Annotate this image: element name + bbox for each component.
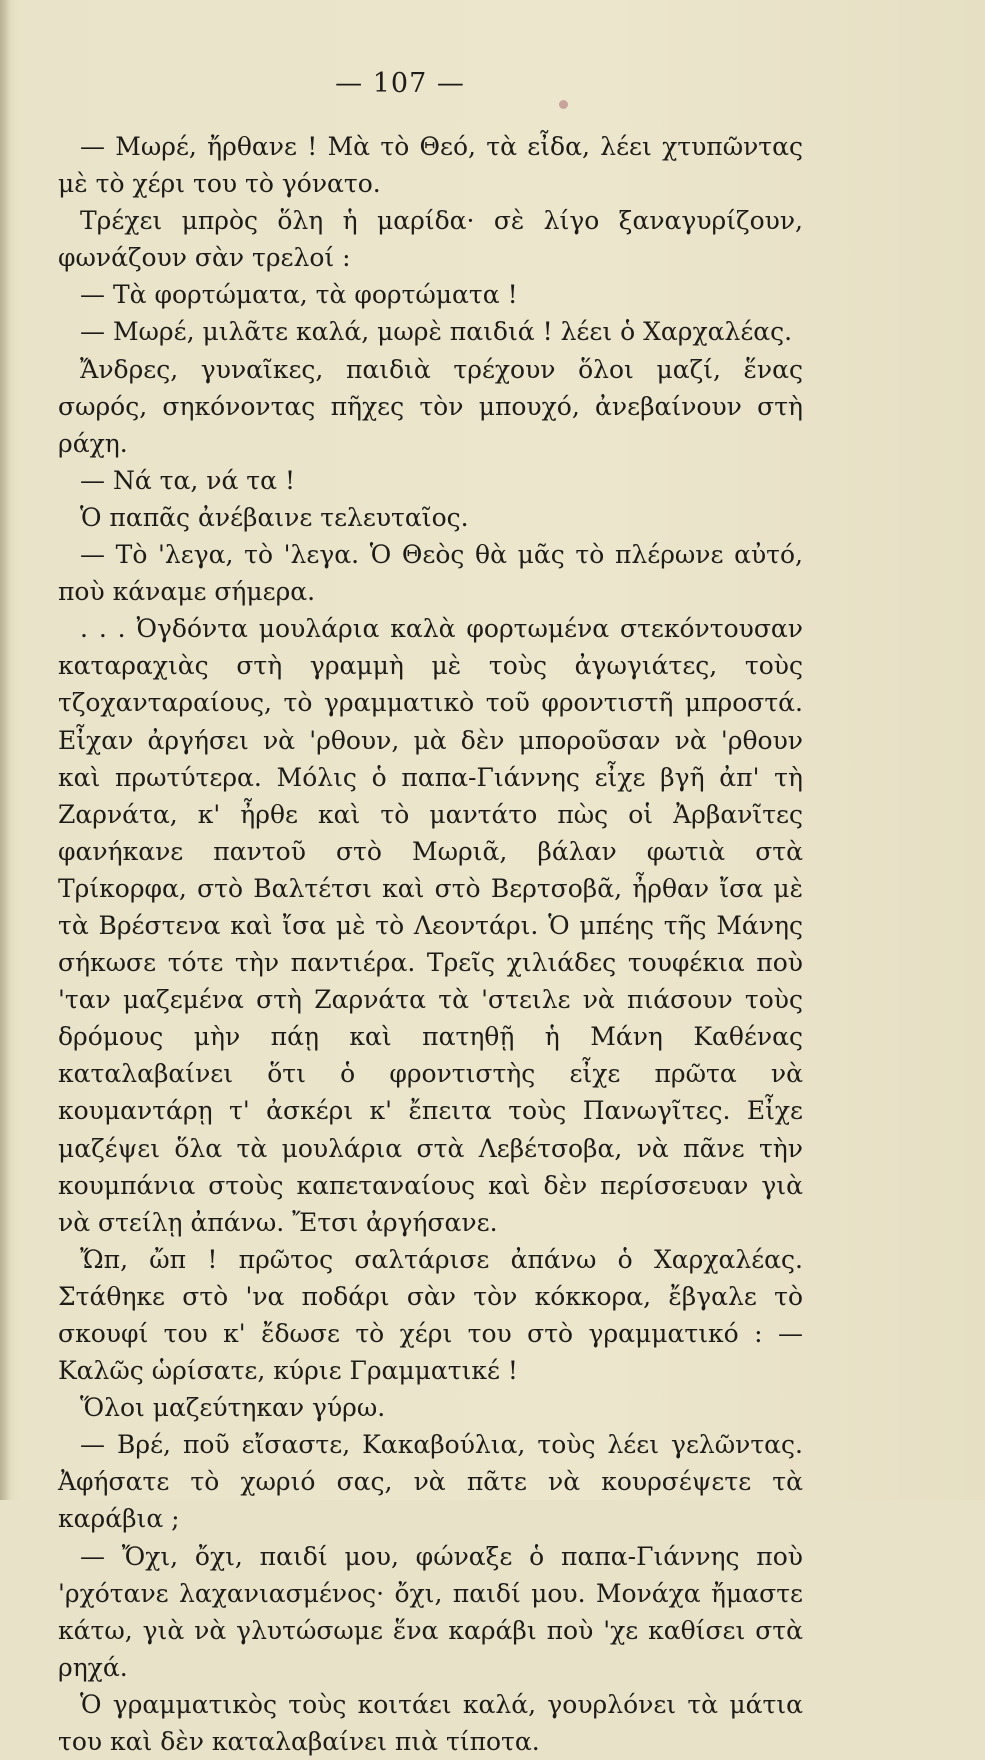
paragraph: Τρέχει μπρὸς ὅλη ἡ μαρίδα· σὲ λίγο ξαναγυρίζουν, φωνάζουν σὰν τρελοί : <box>58 206 803 273</box>
paragraph: Ὁ γραμματικὸς τοὺς κοιτάει καλά, γουρλόνει τὰ μάτια του καὶ δὲν καταλαβαίνει πιὰ τίποτα. <box>58 1689 803 1757</box>
body-text <box>58 128 803 1760</box>
paragraph: — Ὄχι, ὄχι, παιδί μου, φώναξε ὁ παπα-Γιάννης ποὺ 'ρχότανε λαχανιασμένος· ὄχι, παιδί μου. Μονάχα ἤμαστε κάτω, γιὰ νὰ γλυτώσωμε ἕνα καράβι ποὺ 'χε καθίσει στὰ ρηχά. <box>58 1541 803 1682</box>
paragraph: — Τὸ 'λεγα, τὸ 'λεγα. Ὁ Θεὸς θὰ μᾶς τὸ πλέρωνε αὐτό, ποὺ κάναμε σήμερα. <box>58 540 803 607</box>
page-number: — 107 — <box>335 68 465 99</box>
paragraph: Ὤπ, ὤπ ! πρῶτος σαλτάρισε ἀπάνω ὁ Χαρχαλέας. Στάθηκε στὸ 'να ποδάρι σὰν τὸν κόκκορα, ἔβγαλε τὸ σκουφί του κ' ἔδωσε τὸ χέρι του στὸ γραμματικό : — Καλῶς ὡρίσατε, κύριε Γραμματικέ ! <box>58 1244 803 1386</box>
page-edge-shadow <box>0 0 10 1500</box>
paragraph: Ὁ παπᾶς ἀνέβαινε τελευταῖος. <box>80 502 469 532</box>
paragraph: Ὅλοι μαζεύτηκαν γύρω. <box>80 1393 386 1423</box>
paragraph: . . . Ὀγδόντα μουλάρια καλὰ φορτωμένα στεκόντουσαν καταραχιὰς στὴ γραμμὴ μὲ τοὺς ἀγωγιάτες, τοὺς τζοχανταραίους, τὸ γραμματικὸ τοῦ φροντιστῆ μπροστά. Εἶχαν ἀργήσει νὰ 'ρθουν, μὰ δὲν μποροῦσαν νὰ 'ρθουν καὶ πρωτύτερα. Μόλις ὁ παπα-Γιάννης εἶχε βγῆ ἀπ' τὴ Ζαρνάτα, κ' ἦρθε καὶ τὸ μαντάτο πὼς οἱ Ἀρβανῖτες φανήκανε παντοῦ στὸ Μωριᾶ, βάλαν φωτιὰ στὰ Τρίκορφα, στὸ Βαλτέτσι καὶ στὸ Βερτσοβᾶ, ἦρθαν ἴσα μὲ τὰ Βρέστενα καὶ ἴσα μὲ τὸ Λεοντάρι. Ὁ μπέης τῆς Μάνης σήκωσε τότε τὴν παντιέρα. Τρεῖς χιλιάδες τουφέκια ποὺ 'ταν μαζεμένα στὴ Ζαρνάτα τὰ 'στειλε νὰ πιάσουν τοὺς δρόμους μὴν πάῃ καὶ πατηθῇ ἡ Μάνη Καθένας καταλαβαίνει ὅτι ὁ φροντιστὴς εἶχε πρῶτα νὰ κουμαντάρῃ τ' ἀσκέρι κ' ἔπειτα τοὺς Πανωγῖτες. Εἶχε μαζέψει ὅλα τὰ μουλάρια στὰ Λεβέτσοβα, νὰ πᾶνε τὴν κουμπάνια στοὺς καπεταναίους καὶ δὲν περίσσευαν γιὰ νὰ στείλῃ ἀπάνω. Ἔτσι ἀργήσανε. <box>58 614 803 1237</box>
paragraph: — Βρέ, ποῦ εἴσαστε, Κακαβούλια, τοὺς λέει γελῶντας. Ἀφήσατε τὸ χωριό σας, νὰ πᾶτε νὰ κουρσέψετε τὰ καράβια ; <box>58 1430 803 1534</box>
paragraph: — Μωρέ, μιλᾶτε καλά, μωρὲ παιδιά ! λέει ὁ Χαρχαλέας. <box>80 317 793 347</box>
paragraph: — Τὰ φορτώματα, τὰ φορτώματα ! <box>80 280 518 310</box>
paragraph: — Νά τα, νά τα ! <box>80 465 295 495</box>
ink-spot <box>559 100 568 109</box>
paragraph: — Μωρέ, ἤρθανε ! Μὰ τὸ Θεό, τὰ εἶδα, λέει χτυπῶντας μὲ τὸ χέρι του τὸ γόνατο. <box>58 132 803 199</box>
paragraph: Ἄνδρες, γυναῖκες, παιδιὰ τρέχουν ὅλοι μαζί, ἕνας σωρός, σηκόνοντας πῆχες τὸν μπουχό, ἀνεβαίνουν στὴ ράχη. <box>58 354 803 458</box>
